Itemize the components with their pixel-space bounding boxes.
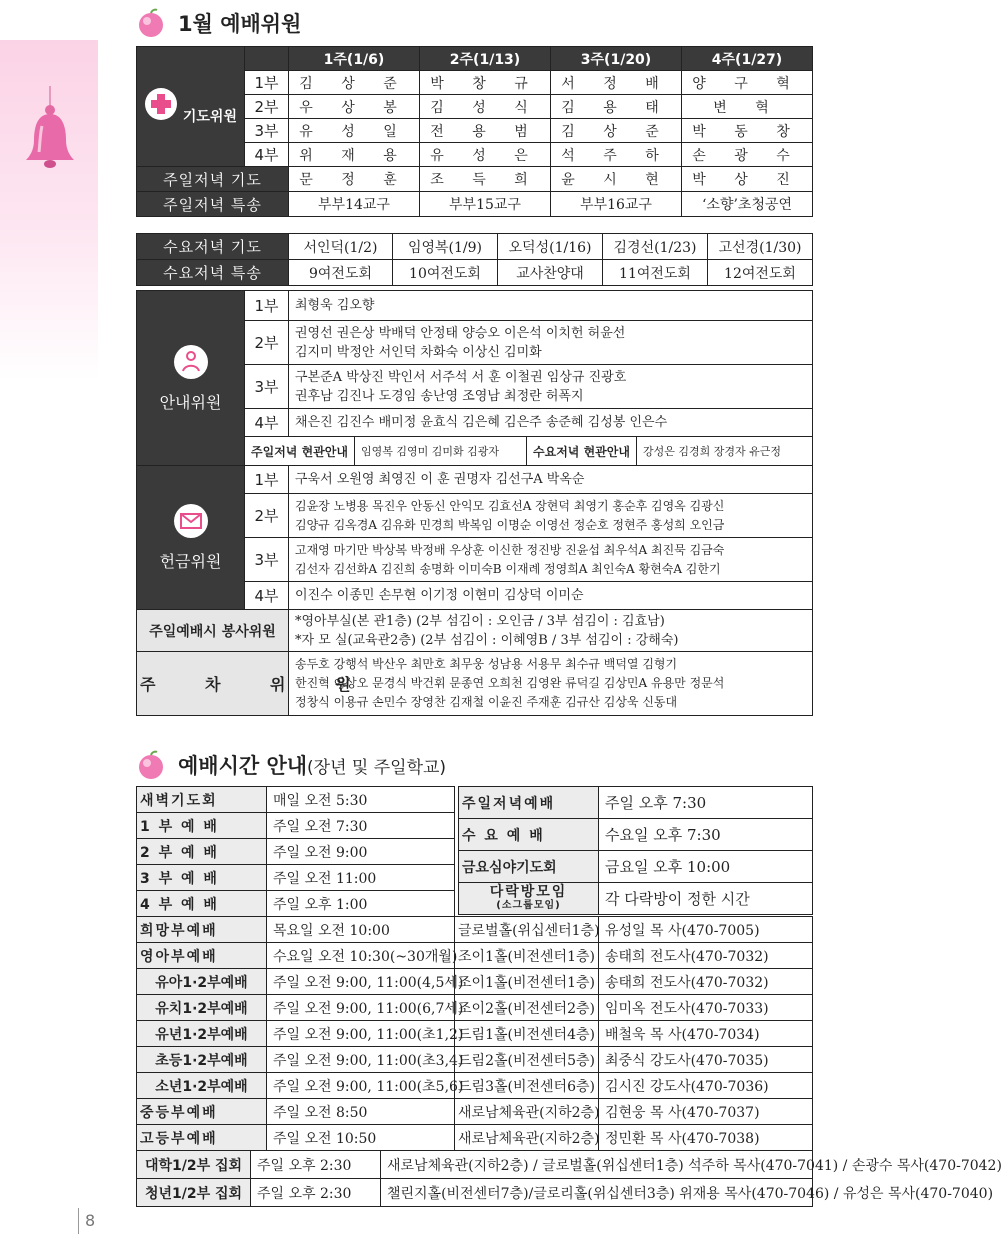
service-name: 3 부 예 배	[137, 865, 267, 891]
part-label: 1부	[245, 291, 289, 321]
guide-committee-cell	[137, 291, 245, 466]
section-header-worship-committee	[136, 4, 301, 42]
names-line: 채은진 김진수 배미정 윤효식 김은혜 김은주 송준혜 김성봉 인은수	[295, 415, 668, 430]
apple-bullet-icon	[136, 8, 166, 38]
service-time: 주일 오후 7:30	[599, 787, 813, 819]
name-cell: 박 상 진	[682, 167, 813, 192]
name-cell: 손 광 수	[682, 143, 813, 167]
wednesday-evening-prayer-label: 수요저녁 기도	[137, 234, 289, 260]
names-line: 한진혁 이상오 문경식 박건휘 문종연 오희천 김영완 류덕길 김상민A 유용만 정문석	[295, 676, 725, 690]
dept-place: 조이1홀(비전센터1층)	[455, 943, 599, 969]
name-cell: 변 혁	[682, 95, 813, 119]
name-cell: 우 상 봉	[289, 95, 420, 119]
service-name: 수 요 예 배	[459, 819, 599, 851]
dept-contact: 유성일 목 사(470-7005)	[599, 917, 813, 943]
service-name: 4 부 예 배	[137, 891, 267, 917]
service-time: 주일 오후 1:00	[267, 891, 455, 917]
page-number: 8	[78, 1208, 95, 1234]
names-cell	[289, 582, 813, 610]
part-label: 2부	[245, 95, 289, 119]
name-cell: 양 구 혁	[682, 71, 813, 95]
names-line: 구욱서 오원영 최영진 이 훈 권명자 김선구A 박옥순	[295, 472, 585, 487]
part-label: 3부	[245, 119, 289, 143]
name-cell: 김 상 준	[289, 71, 420, 95]
week-header: 4주(1/27)	[682, 47, 813, 71]
dept-contact: 배철욱 목 사(470-7034)	[599, 1021, 813, 1047]
dept-name: 소년1·2부예배	[137, 1073, 267, 1099]
group-time: 주일 오후 2:30	[251, 1179, 381, 1207]
name-cell: 조 득 희	[420, 167, 551, 192]
evening-service-schedule	[458, 786, 813, 915]
names-cell	[289, 365, 813, 409]
dept-contact: 김시진 강도사(470-7036)	[599, 1073, 813, 1099]
guide-committee-label: 안내위원	[159, 392, 222, 412]
value-cell: 9여전도회	[289, 260, 393, 286]
dept-contact: 정민환 목 사(470-7038)	[599, 1125, 813, 1151]
name-cell: 유 성 일	[289, 119, 420, 143]
value-cell: 교사찬양대	[498, 260, 603, 286]
bell-icon	[22, 86, 78, 178]
part-label: 4부	[245, 409, 289, 437]
part-label: 4부	[245, 582, 289, 610]
names-line: 정창식 이용규 손민수 장영찬 김재철 이윤진 주재훈 김규산 김상욱 신동대	[295, 695, 678, 709]
names-line: 김선자 김선화A 김진희 송명화 이미숙B 이재례 정영희A 최인숙A 황현숙A 김한기	[295, 561, 721, 576]
dept-name: 초등1·2부예배	[137, 1047, 267, 1073]
value-cell: 서인덕(1/2)	[289, 234, 393, 260]
value-cell: 10여전도회	[393, 260, 498, 286]
volunteer-line: *영아부실(본 관1층) (2부 섬김이 : 오인금 / 3부 섬김이 : 김효남)	[295, 613, 665, 629]
dept-contact: 임미옥 전도사(470-7033)	[599, 995, 813, 1021]
part-label: 3부	[245, 538, 289, 582]
dept-name: 고등부예배	[137, 1125, 267, 1151]
prayer-committee-cell	[137, 47, 245, 167]
wednesday-evening-special-label: 수요저녁 특송	[137, 260, 289, 286]
service-time: 주일 오전 7:30	[267, 813, 455, 839]
section-subtitle: (장년 및 주일학교)	[307, 757, 447, 778]
dept-contact: 최중식 강도사(470-7035)	[599, 1047, 813, 1073]
department-schedule	[136, 916, 813, 1151]
service-name: 다락방모임	[489, 883, 568, 900]
dept-name: 중등부예배	[137, 1099, 267, 1125]
prayer-committee-label: 기도위원	[182, 109, 237, 125]
dept-name: 유치1·2부예배	[137, 995, 267, 1021]
dept-name: 영아부예배	[137, 943, 267, 969]
volunteer-line: *자 모 실(교육관2층) (2부 섬김이 : 이혜영B / 3부 섬김이 : 강해숙)	[295, 632, 679, 648]
names-line: 송두호 강행석 박산우 최만호 최무웅 성남용 서용무 최수규 백덕열 김형기	[295, 657, 678, 671]
dept-time: 주일 오전 10:50	[267, 1125, 455, 1151]
service-volunteer-label: 주일예배시 봉사위원	[137, 610, 289, 652]
part-label: 3부	[245, 365, 289, 409]
names-cell	[289, 494, 813, 538]
dept-time: 주일 오전 9:00, 11:00(6,7세)	[267, 995, 455, 1021]
group-place-contact: 새로남체육관(지하2층) / 글로벌홀(위십센터1층) 석주하 목사(470-7041) / 손광수 목사(470-7042)	[381, 1151, 813, 1179]
value-cell: 임영복(1/9)	[393, 234, 498, 260]
section-title: 1월 예배위원	[178, 12, 302, 36]
dept-name: 유년1·2부예배	[137, 1021, 267, 1047]
main-service-schedule	[136, 786, 455, 917]
service-name: 2 부 예 배	[137, 839, 267, 865]
dept-time: 주일 오전 8:50	[267, 1099, 455, 1125]
value-cell: 12여전도회	[708, 260, 813, 286]
sunday-lobby-label: 주일저녁 현관안내	[245, 437, 355, 465]
value-cell: 11여전도회	[603, 260, 708, 286]
name-cell: 김 용 태	[551, 95, 682, 119]
names-line: 이진수 이종민 손무현 이기정 이현미 김상덕 이미순	[295, 588, 584, 603]
service-name-cell	[459, 883, 599, 915]
offering-committee-cell	[137, 466, 245, 610]
service-volunteer-cell	[289, 610, 813, 652]
dept-place: 조이2홀(비전센터2층)	[455, 995, 599, 1021]
value-cell: 부부15교구	[420, 192, 551, 217]
part-label: 1부	[245, 466, 289, 494]
corner-cell	[245, 47, 289, 71]
wednesday-lobby-names: 강성은 김경희 장경자 유근정	[643, 445, 782, 458]
value-cell: 오덕성(1/16)	[498, 234, 603, 260]
section-title: 예배시간 안내	[178, 754, 308, 778]
dept-contact: 송태희 전도사(470-7032)	[599, 969, 813, 995]
name-cell: 김 상 준	[551, 119, 682, 143]
service-name: 주일저녁예배	[459, 787, 599, 819]
sunday-evening-special-label: 주일저녁 특송	[137, 192, 289, 217]
names-line: 권영선 권은상 박배덕 안정태 양승오 이은석 이치헌 허윤선	[295, 325, 626, 341]
name-cell: 김 성 식	[420, 95, 551, 119]
service-time: 금요일 오후 10:00	[599, 851, 813, 883]
name-cell: 석 주 하	[551, 143, 682, 167]
name-cell: 박 동 창	[682, 119, 813, 143]
service-time: 주일 오전 11:00	[267, 865, 455, 891]
dept-time: 주일 오전 9:00, 11:00(초1,2)	[267, 1021, 455, 1047]
names-line: 권후남 김진나 도경임 송난영 조영남 최정란 허폭지	[295, 388, 584, 404]
envelope-icon	[173, 503, 209, 539]
service-time: 수요일 오후 7:30	[599, 819, 813, 851]
dept-time: 주일 오전 9:00, 11:00(4,5세)	[267, 969, 455, 995]
group-name: 청년1/2부 집회	[137, 1179, 251, 1207]
service-name: 새벽기도회	[137, 787, 267, 813]
service-name: 금요심야기도회	[459, 851, 599, 883]
dept-time: 주일 오전 9:00, 11:00(초5,6)	[267, 1073, 455, 1099]
guide-offering-table	[136, 290, 813, 716]
service-time: 매일 오전 5:30	[267, 787, 455, 813]
sunday-lobby-names: 임영복 김영미 김미화 김광자	[355, 437, 527, 465]
names-cell	[289, 466, 813, 494]
group-place-contact: 챌린지홀(비전센터7층)/글로리홀(위십센터3층) 위재용 목사(470-7046) / 유성은 목사(470-7040)	[381, 1179, 813, 1207]
dept-place: 글로벌홀(위십센터1층)	[455, 917, 599, 943]
dept-contact: 김현웅 목 사(470-7037)	[599, 1099, 813, 1125]
service-name: 1 부 예 배	[137, 813, 267, 839]
name-cell: 전 용 범	[420, 119, 551, 143]
names-cell	[289, 321, 813, 365]
value-cell: 고선경(1/30)	[708, 234, 813, 260]
sunday-evening-prayer-label: 주일저녁 기도	[137, 167, 289, 192]
offering-committee-label: 헌금위원	[159, 552, 222, 571]
youth-schedule	[136, 1150, 1002, 1207]
name-cell: 박 창 규	[420, 71, 551, 95]
value-cell: 김경선(1/23)	[603, 234, 708, 260]
dept-place: 드림1홀(비전센터4층)	[455, 1021, 599, 1047]
name-cell: 유 성 은	[420, 143, 551, 167]
part-label: 2부	[245, 494, 289, 538]
dept-time: 수요일 오전 10:30(~30개월)	[267, 943, 455, 969]
service-time: 각 다락방이 정한 시간	[599, 883, 813, 915]
name-cell: 위 재 용	[289, 143, 420, 167]
name-cell: 서 정 배	[551, 71, 682, 95]
group-time: 주일 오후 2:30	[251, 1151, 381, 1179]
value-cell: 부부14교구	[289, 192, 420, 217]
part-label: 4부	[245, 143, 289, 167]
section-header-service-times	[136, 746, 446, 784]
dept-contact: 송태희 전도사(470-7032)	[599, 943, 813, 969]
part-label: 2부	[245, 321, 289, 365]
names-line: 구본준A 박상진 박인서 서주석 서 훈 이철권 임상규 진광호	[295, 369, 627, 385]
week-header: 3주(1/20)	[551, 47, 682, 71]
dept-place: 드림2홀(비전센터5층)	[455, 1047, 599, 1073]
service-time: 주일 오전 9:00	[267, 839, 455, 865]
name-cell: 문 정 훈	[289, 167, 420, 192]
dept-place: 새로남체육관(지하2층)	[455, 1125, 599, 1151]
parking-names-cell	[289, 652, 813, 716]
lobby-row	[245, 437, 813, 466]
names-cell	[289, 538, 813, 582]
apple-bullet-icon	[136, 750, 166, 780]
week-header: 1주(1/6)	[289, 47, 420, 71]
group-name: 대학1/2부 집회	[137, 1151, 251, 1179]
worship-committee-table	[136, 46, 813, 217]
dept-name: 희망부예배	[137, 917, 267, 943]
dept-time: 목요일 오전 10:00	[267, 917, 455, 943]
names-line: 김윤장 노병용 목진우 안동신 안익모 김효선A 장현덕 최영기 홍순후 김영옥 김광신	[295, 498, 725, 513]
wednesday-lobby-label: 수요저녁 현관안내	[527, 437, 637, 465]
dept-name: 유아1·2부예배	[137, 969, 267, 995]
parking-committee-label: 주 차 위 원	[137, 652, 289, 716]
dept-time: 주일 오전 9:00, 11:00(초3,4)	[267, 1047, 455, 1073]
value-cell: 부부16교구	[551, 192, 682, 217]
prayer-cross-icon	[144, 87, 178, 121]
names-line: 김양규 김옥경A 김유화 민경희 박복임 이명순 이영선 정순호 정현주 홍성희 오인금	[295, 517, 725, 532]
dept-place: 드림3홀(비전센터6층)	[455, 1073, 599, 1099]
name-cell: 윤 시 현	[551, 167, 682, 192]
week-header: 2주(1/13)	[420, 47, 551, 71]
dept-place: 조이1홀(비전센터1층)	[455, 969, 599, 995]
value-cell: ‘소향’초청공연	[682, 192, 813, 217]
names-cell	[289, 291, 813, 321]
names-line: 최형욱 김오향	[295, 298, 375, 313]
names-line: 고재영 마기만 박상복 박정배 우상훈 이신한 정진방 진윤섭 최우석A 최진묵 김금숙	[295, 542, 725, 557]
dept-place: 새로남체육관(지하2층)	[455, 1099, 599, 1125]
part-label: 1부	[245, 71, 289, 95]
wednesday-table	[136, 233, 813, 286]
service-name-sub: (소그룹모임)	[496, 899, 561, 911]
usher-person-icon	[173, 344, 209, 380]
names-cell	[289, 409, 813, 437]
names-line: 김지미 박정안 서인덕 차화숙 이상신 김미화	[295, 344, 542, 360]
